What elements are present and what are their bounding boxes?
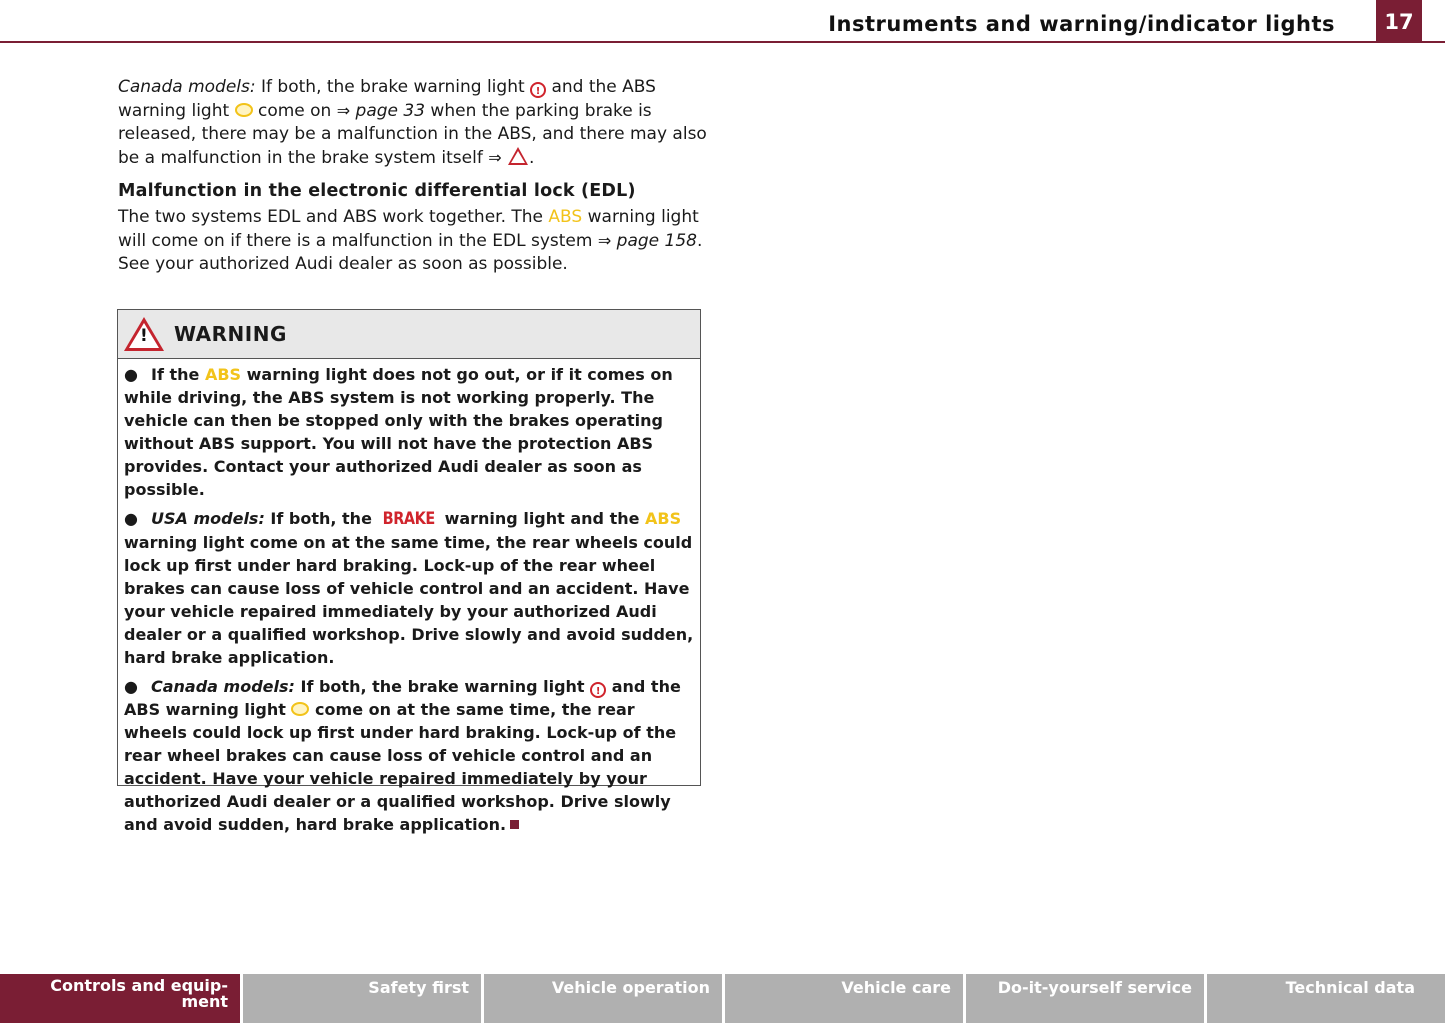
- intro-text-1: If both, the brake warning light: [255, 77, 531, 97]
- end-of-section-square-icon: [510, 820, 519, 829]
- edl-paragraph: [118, 206, 708, 276]
- tab-label: Controls and equip-: [50, 976, 228, 995]
- page-header-title: Instruments and warning/indicator lights: [828, 12, 1335, 36]
- footer-nav: [0, 974, 1445, 1023]
- edl-text-2: warning light will come on if there is a malfunction in the EDL system: [118, 207, 699, 251]
- tab-controls-and-equipment[interactable]: [0, 974, 243, 1023]
- usa-models-label: USA models:: [151, 509, 265, 528]
- warning-body: [118, 359, 700, 836]
- tab-label: Vehicle operation: [551, 978, 710, 997]
- warning-title: WARNING: [174, 322, 287, 346]
- tab-vehicle-care[interactable]: [725, 974, 966, 1023]
- abs-indicator-text: ABS: [204, 365, 242, 384]
- page-reference-link[interactable]: page 158: [616, 231, 697, 251]
- warning-text: warning light and the: [439, 509, 646, 528]
- intro-text-4: when the parking brake is released, there may be a malfunction in the ABS, and there may also be a malfunction in the brake system itself: [118, 101, 707, 168]
- canada-intro-paragraph: [118, 76, 708, 170]
- brake-indicator-text: BRAKE: [382, 509, 435, 529]
- bullet-icon: ●: [124, 365, 138, 384]
- bullet-icon: ●: [124, 677, 138, 696]
- page-number: 17: [1376, 0, 1422, 43]
- tab-technical-data[interactable]: [1207, 974, 1445, 1023]
- tab-label: ment: [181, 992, 228, 1011]
- warning-text: and the ABS warning light: [124, 677, 681, 719]
- cross-reference-arrow-icon: ⇒: [488, 148, 502, 167]
- warning-text: warning light come on at the same time, the rear wheels could lock up first under hard braking. Lock-up of the rear wheel brakes can cause loss of vehicle control and an accident. Have your vehicle repaired immediately by your authorized Audi dealer or a qualified workshop. Drive slowly and avoid sudden, hard brake application.: [124, 533, 694, 667]
- intro-text-5: .: [529, 148, 535, 168]
- section-heading: Malfunction in the electronic differential lock (EDL): [118, 181, 636, 201]
- tab-vehicle-operation[interactable]: [484, 974, 725, 1023]
- tab-safety-first[interactable]: [243, 974, 484, 1023]
- warning-bullet: [124, 507, 694, 669]
- warning-bullet: [124, 675, 694, 836]
- intro-text-3: come on: [252, 101, 337, 121]
- cross-reference-arrow-icon: ⇒: [597, 231, 612, 250]
- canada-models-label: Canada models:: [118, 77, 256, 97]
- warning-bullet: [124, 363, 694, 501]
- warning-header: [118, 310, 700, 359]
- warning-text: If both, the brake warning light: [294, 677, 591, 696]
- cross-reference-arrow-icon: ⇒: [336, 101, 351, 120]
- warning-text: If the: [151, 365, 205, 384]
- tab-label: Vehicle care: [841, 978, 951, 997]
- page-reference-link[interactable]: page 33: [355, 101, 426, 121]
- warning-triangle-icon[interactable]: [508, 147, 528, 165]
- tab-do-it-yourself-service[interactable]: [966, 974, 1207, 1023]
- abs-indicator-text: ABS: [548, 207, 583, 227]
- canada-models-label: Canada models:: [151, 677, 295, 696]
- bullet-icon: ●: [124, 509, 138, 528]
- abs-indicator-text: ABS: [645, 509, 682, 528]
- tab-label: Technical data: [1285, 978, 1415, 997]
- intro-text-2: and the ABS warning light: [118, 77, 656, 121]
- warning-box: [117, 309, 701, 834]
- main-content: [118, 76, 708, 276]
- edl-text-3: . See your authorized Audi dealer as soon as possible.: [118, 231, 703, 274]
- warning-text: If both, the: [264, 509, 378, 528]
- abs-warning-lamp-icon: [291, 702, 309, 716]
- edl-text-1: The two systems EDL and ABS work together. The: [118, 207, 549, 227]
- warning-triangle-icon: !: [124, 317, 164, 351]
- header-rule: [0, 41, 1445, 43]
- warning-text: warning light does not go out, or if it comes on while driving, the ABS system is not working properly. The vehicle can then be stopped only with the brakes operating without ABS support. You will not have the protection ABS provides. Contact your authorized Audi dealer as soon as possible.: [124, 365, 673, 499]
- brake-warning-lamp-icon: !: [530, 82, 546, 98]
- warning-text: come on at the same time, the rear wheels could lock up first under hard braking. Lock-up of the rear wheel brakes can cause loss of vehicle control and an accident. Have your vehicle repaired immediately by your authorized Audi dealer or a qualified workshop. Drive slowly and avoid sudden, hard brake application.: [124, 700, 677, 834]
- abs-warning-lamp-icon: [235, 103, 253, 117]
- brake-warning-lamp-icon: !: [590, 682, 606, 698]
- tab-label: Safety first: [368, 978, 469, 997]
- tab-label: Do-it-yourself service: [997, 978, 1192, 997]
